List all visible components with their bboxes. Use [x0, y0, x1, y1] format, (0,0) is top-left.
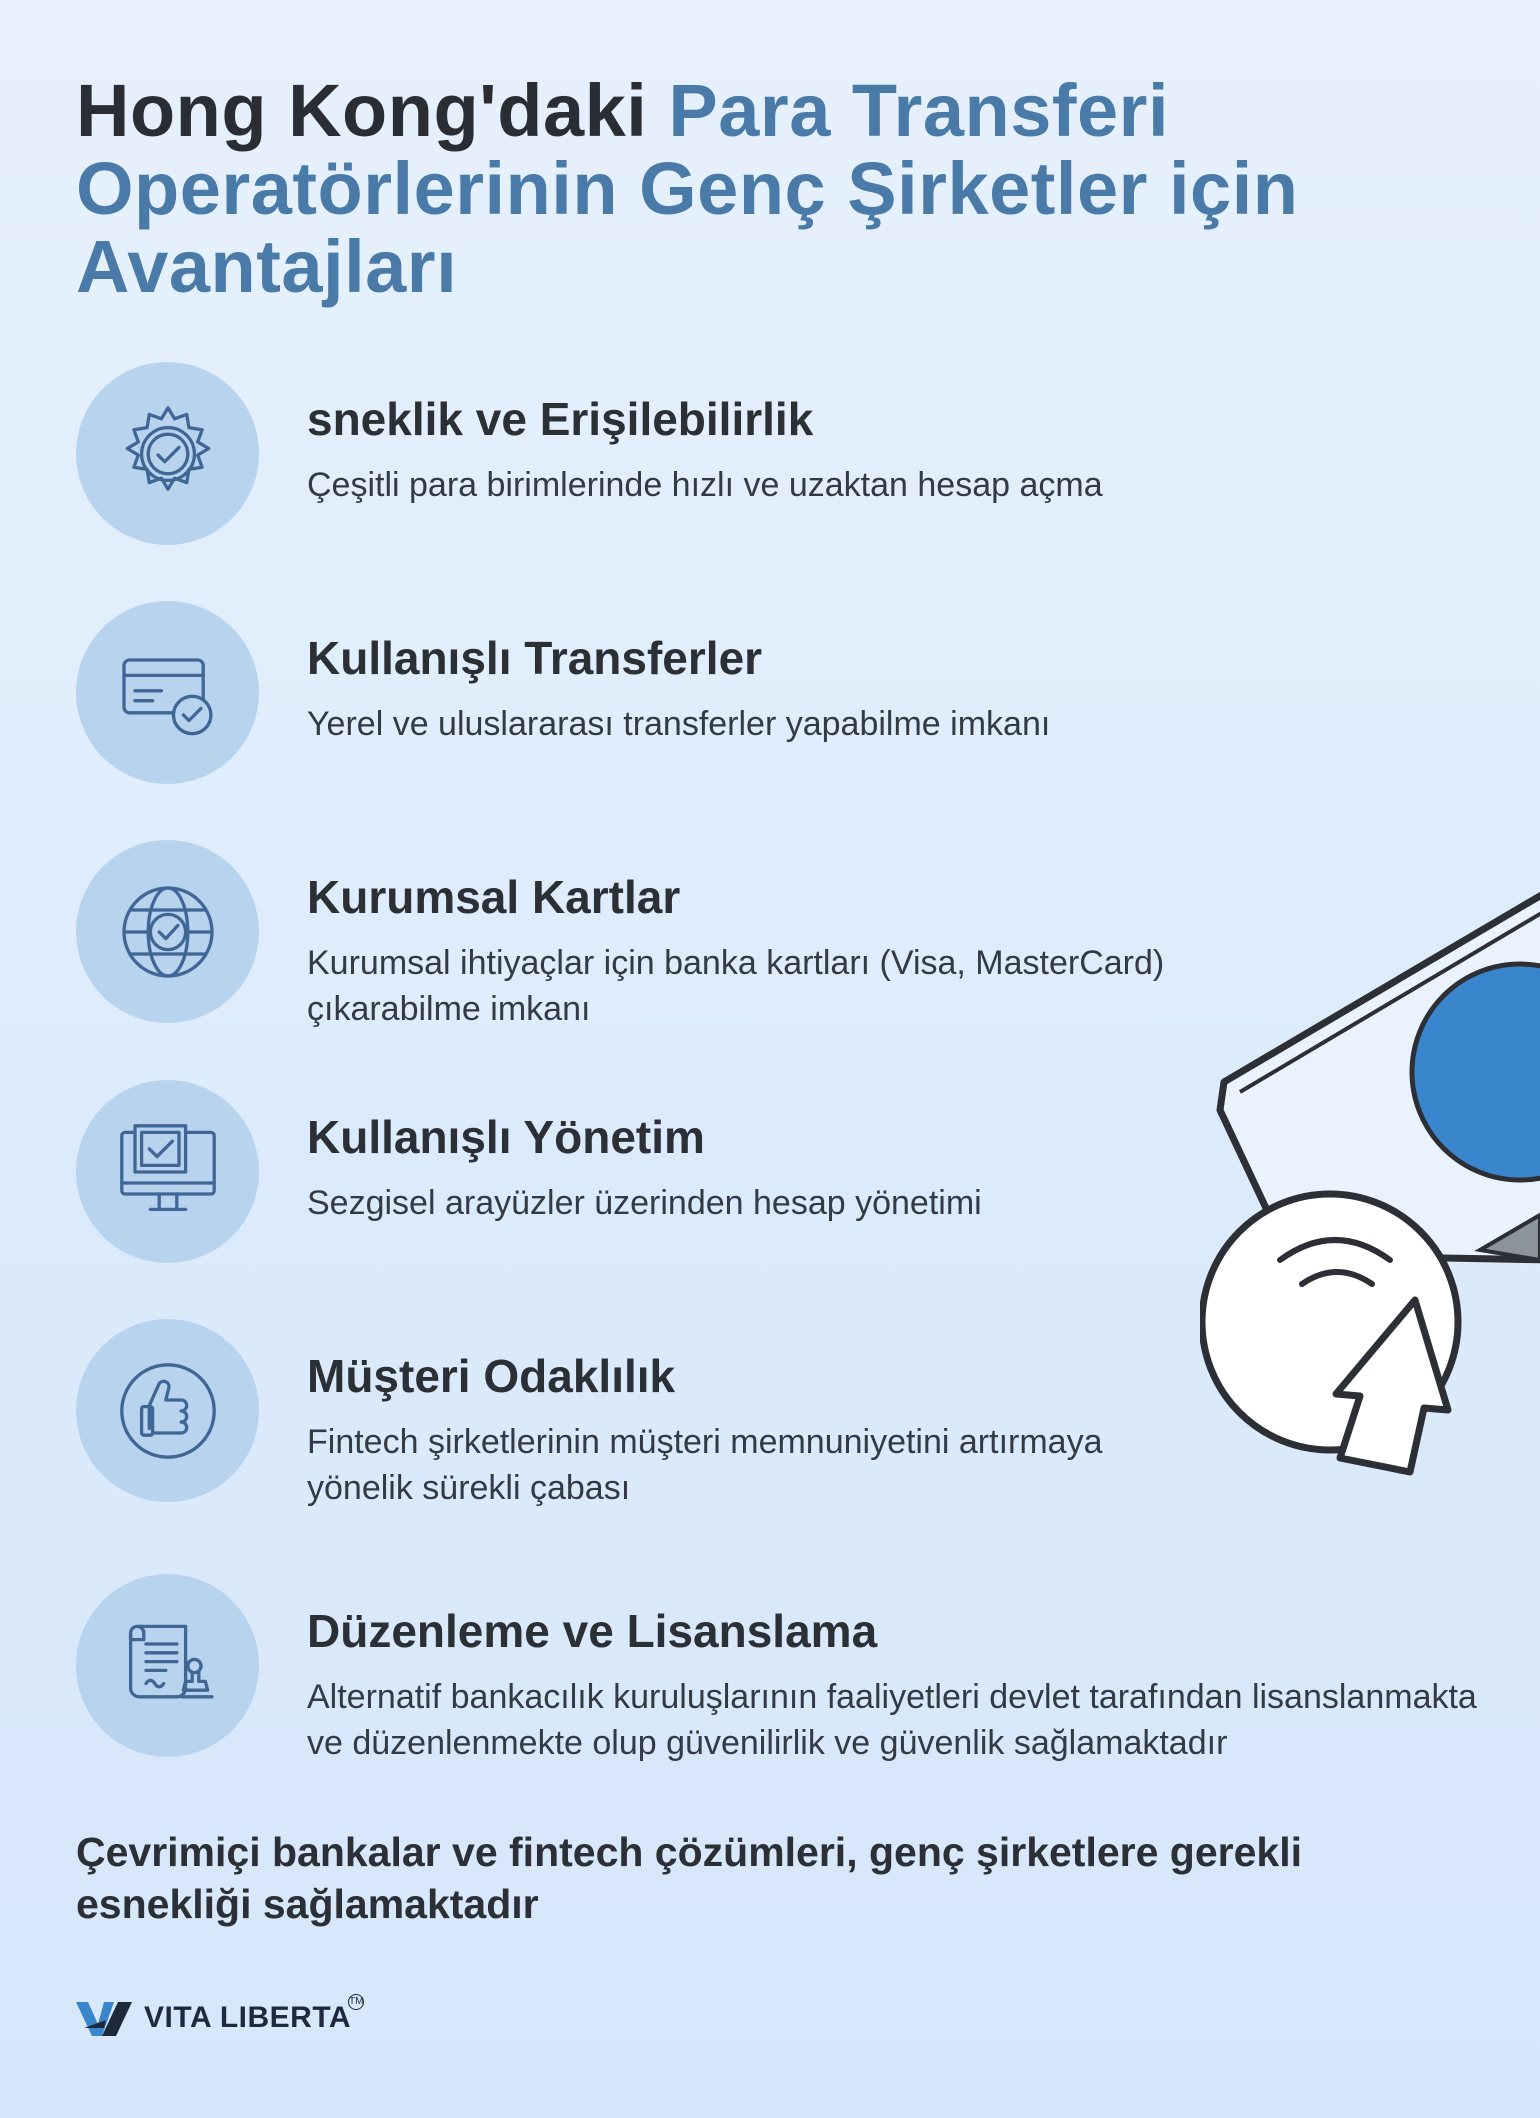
vita-liberta-logo-icon — [76, 1998, 132, 2038]
document-stamp-icon — [113, 1611, 223, 1721]
feature-icon-circle — [76, 601, 259, 784]
feature-icon-circle — [76, 1080, 259, 1263]
feature-description: Sezgisel arayüzler üzerinden hesap yönetimi — [307, 1184, 982, 1222]
title-dark-part: Hong Kong'daki — [76, 69, 669, 152]
feature-title: Düzenleme ve Lisanslama — [307, 1605, 878, 1657]
feature-icon-circle — [76, 840, 259, 1023]
feature-description: Yerel ve uluslararası transferler yapabilme imkanı — [307, 705, 1051, 743]
thumbs-up-icon — [113, 1356, 223, 1466]
page-title — [76, 69, 1376, 308]
gear-check-icon — [113, 399, 223, 509]
trademark-mark: TM — [348, 1994, 364, 2010]
brand-logo — [76, 1996, 364, 2038]
feature-description: Fintech şirketlerinin müşteri memnuniyetini artırmaya yönelik sürekli çabası — [307, 1423, 1103, 1507]
feature-icon-circle — [76, 362, 259, 545]
title-blue-part: Para Transferi Operatörlerinin Genç Şirketler için Avantajları — [76, 69, 1299, 308]
feature-icon-circle — [76, 1574, 259, 1757]
feature-description: Kurumsal ihtiyaçlar için banka kartları (Visa, MasterCard) çıkarabilme imkanı — [307, 944, 1165, 1028]
feature-title: Kurumsal Kartlar — [307, 871, 681, 923]
feature-description: Çeşitli para birimlerinde hızlı ve uzaktan hesap açma — [307, 466, 1103, 504]
monitor-check-icon — [113, 1117, 223, 1227]
brand-name: VITA LIBERTA — [144, 2001, 352, 2034]
feature-title: sneklik ve Erişilebilirlik — [307, 393, 814, 445]
feature-description: Alternatif bankacılık kuruluşlarının faaliyetleri devlet tarafından lisanslanmakta ve düzenlenmekte olup güvenilirlik ve güvenlik sağlamaktadır — [307, 1678, 1477, 1762]
feature-title: Kullanışlı Yönetim — [307, 1111, 705, 1163]
tap-pointer-icon — [1202, 1194, 1458, 1472]
feature-icon-circle — [76, 1319, 259, 1502]
feature-title: Müşteri Odaklılık — [307, 1350, 676, 1402]
closing-statement: Çevrimiçi bankalar ve fintech çözümleri, genç şirketlere gerekli esnekliği sağlamaktadır — [76, 1829, 1302, 1927]
card-check-icon — [113, 638, 223, 748]
feature-title: Kullanışlı Transferler — [307, 632, 763, 684]
card-tap-illustration — [1200, 860, 1540, 1480]
globe-check-icon — [113, 877, 223, 987]
